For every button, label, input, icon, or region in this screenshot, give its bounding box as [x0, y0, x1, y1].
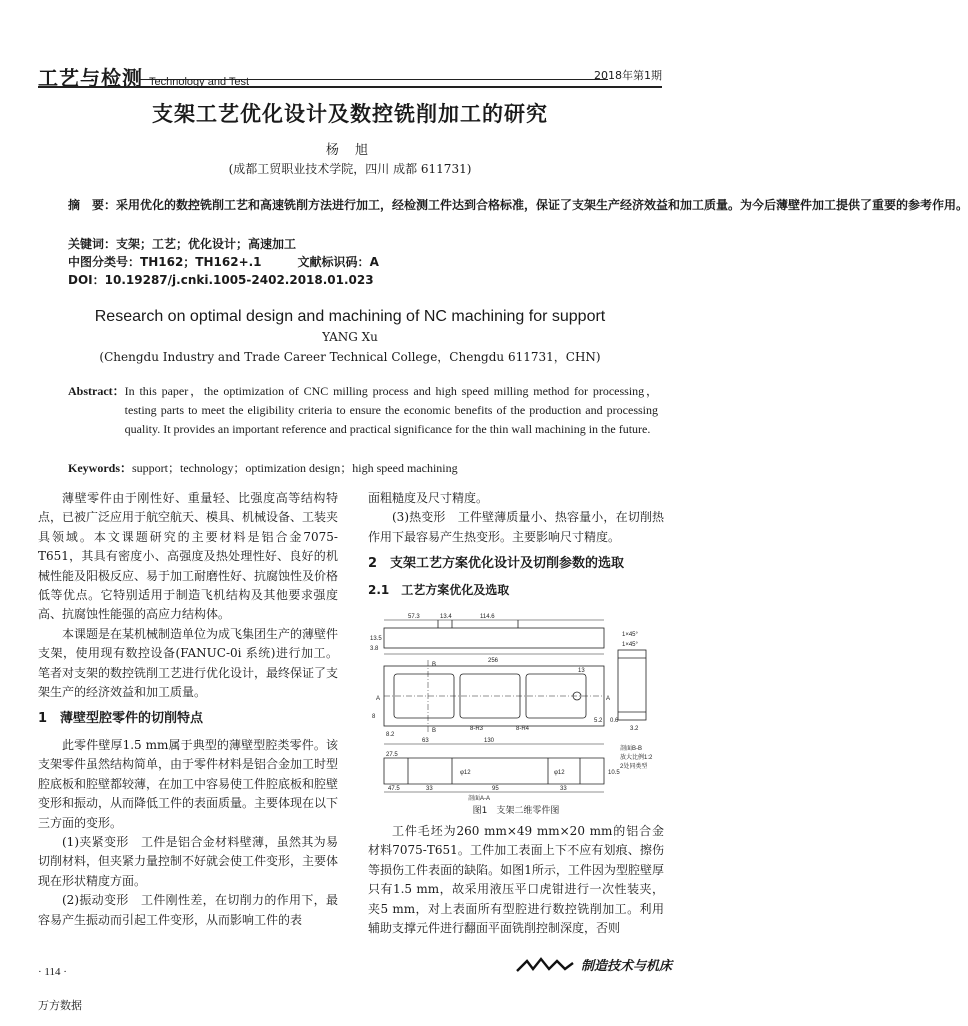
section-heading: 2 支架工艺方案优化设计及切削参数的选取 — [368, 556, 625, 572]
classification-line — [68, 253, 658, 272]
doc-code-value: A — [369, 255, 379, 269]
paragraph: (2)振动变形 工件刚性差，在切削力的作用下，最容易产生振动而引起工件变形，从而影响工件的表 — [38, 893, 338, 927]
paragraph: 薄壁零件由于刚性好、重量轻、比强度高等结构特点，已被广泛应用于航空航天、模具、机械设备、工装夹具领域。本文课题研究的主要材料是铝合金7075-T651，其具有密度小、高强度及热处理性好、良好的机械性能及阳极反应、易于加工耐磨性好、抗腐蚀性及价格低等优点。它特别适用于制造飞机结构及其他要求强度高、抗腐蚀性能强的高应力结构体。 — [38, 491, 339, 622]
journal-logo-icon — [515, 957, 575, 973]
classification-value: TH162；TH162+.1 — [140, 255, 262, 269]
section-mark: A — [606, 696, 611, 702]
body-right-column-top — [368, 489, 664, 604]
section-bb-outline — [618, 650, 646, 720]
dimension-label: 57.3 — [408, 614, 420, 620]
keywords-en-label: Keywords： — [68, 461, 132, 475]
journal-logo — [515, 955, 672, 974]
keywords-en — [68, 459, 658, 478]
author-cn: 杨 旭 — [325, 143, 375, 158]
section-label: 剖面B-B — [620, 746, 643, 752]
dimension-label: 95 — [492, 786, 499, 792]
keywords-cn-text: 支架；工艺；优化设计；高速加工 — [116, 237, 297, 251]
abstract-cn-label: 摘 要： — [68, 198, 117, 212]
dimension-label: 3.2 — [630, 726, 639, 732]
dimension-label: 13.5 — [370, 636, 382, 642]
paragraph: 此零件壁厚1.5 mm属于典型的薄壁型腔类零件。该支架零件虽然结构简单，由于零件材料是铝合金加工时型腔底板和腔壁都较薄，在加工中容易使工件腔底板和腔壁变形和振动，从而降低工件的表面质量。主要体现在以下三方面的变形。 — [38, 737, 339, 830]
dimension-label: 5.2 — [594, 718, 603, 724]
dimension-label: 13 — [578, 668, 585, 674]
doi-value: 10.19287/j.cnki.1005-2402.2018.01.023 — [104, 273, 374, 287]
subsection-heading: 2.1 工艺方案优化及选取 — [368, 582, 510, 597]
dimension-label: 8 — [372, 714, 376, 720]
dimension-label: 10.5 — [608, 770, 620, 776]
section-aa-outline — [384, 758, 604, 784]
abstract-cn-text: 采用优化的数控铣削工艺和高速铣削方法进行加工，经检测工件达到合格标准，保证了支架生产经济效益和加工质量。为今后薄壁件加工提供了重要的参考作用。 — [116, 198, 968, 212]
classification-label: 中图分类号： — [68, 255, 141, 269]
dimension-label: φ12 — [554, 770, 565, 776]
dimension-label: 130 — [484, 738, 495, 744]
dimension-label: 114.6 — [480, 614, 495, 620]
dimension-label: 27.5 — [386, 752, 398, 758]
paper-title-en: Research on optimal design and machining of NC machining for support — [94, 308, 606, 325]
header-divider — [38, 86, 662, 88]
body-left-column — [38, 489, 338, 930]
dimension-label: 47.5 — [388, 786, 400, 792]
dimension-label: 8-R4 — [516, 726, 530, 732]
dimension-label: φ12 — [460, 770, 471, 776]
dimension-label: 0.6 — [610, 718, 619, 724]
scale-label: 放大比例1:2 — [620, 755, 653, 761]
paragraph: 面粗糙度及尺寸精度。 — [368, 491, 489, 505]
doi-line — [68, 271, 658, 290]
body-right-column-bottom — [368, 822, 664, 938]
paragraph: (3)热变形 工件壁薄质量小、热容量小，在切削热作用下最容易产生热变形。主要影响尺寸精度。 — [368, 510, 664, 544]
section-label: 剖面A-A — [468, 796, 491, 802]
section-mark: A — [376, 696, 381, 702]
dimension-label: 1×45° — [622, 642, 638, 648]
issue-label: 2018年第1期 — [594, 69, 662, 82]
paragraph: 工件毛坯为260 mm×49 mm×20 mm的铝合金材料7075-T651。工件加工表面上下不应有划痕、擦伤等损伤工件表面的缺陷。如图1所示，工件因为型腔壁厚只有1.5 mm，故采用液压平口虎钳进行一次性装夹，夹5 mm，对上表面所有型腔进行数控铣削加工。利用辅助支撑元件进行翻面平面铣削控制深度，否则 — [368, 824, 664, 936]
figure-caption: 图1 支架二维零件图 — [472, 806, 560, 816]
dimension-label: 8-R3 — [470, 726, 484, 732]
count-label: 2处同类型 — [620, 764, 648, 770]
abstract-en-text: In this paper，the optimization of CNC milling process and high speed milling method for processing，testing parts to meet the eligibility criteria to ensure the economic benefits of the production and processing quality. It provides an important reference and practical significance for the thin wall machining in the future. — [124, 384, 658, 436]
paragraph: (1)夹紧变形 工件是铝合金材料壁薄，虽然其为易切削材料，但夹紧力量控制不好就会使工件变形，主要体现在形状精度方面。 — [38, 834, 339, 888]
section-brand: 工艺与检测 — [38, 66, 143, 90]
affiliation-cn: (成都工贸职业技术学院，四川 成都 611731) — [228, 162, 472, 176]
doc-code-label: 文献标识码： — [297, 255, 370, 269]
author-en: YANG Xu — [322, 330, 378, 344]
keywords-cn-label: 关键词： — [68, 237, 117, 251]
abstract-en-label: Abstract： — [68, 384, 125, 398]
keywords-cn — [68, 235, 658, 254]
section-brand-en: Technology and Test — [149, 76, 250, 88]
section-mark: B — [432, 728, 437, 734]
section-heading: 1 薄壁型腔零件的切削特点 — [38, 711, 204, 727]
section-mark: B — [432, 662, 437, 668]
keywords-en-text: support；technology；optimization design；high speed machining — [132, 461, 458, 475]
paragraph: 本课题是在某机械制造单位为成飞集团生产的薄壁件支架，使用现有数控设备(FANUC-0i 系统)进行加工。笔者对支架的数控铣削工艺进行优化设计，最终保证了支架生产的经济效益和加工质量。 — [38, 626, 339, 700]
dimension-label: 1×45° — [622, 632, 638, 638]
dimension-label: 256 — [488, 658, 499, 664]
dimension-label: 33 — [426, 786, 433, 792]
top-view-outline — [384, 628, 604, 648]
doi-label: DOI： — [68, 273, 105, 287]
source-watermark: 万方数据 — [38, 999, 82, 1012]
dimension-label: 8.2 — [386, 732, 395, 738]
abstract-cn — [68, 196, 968, 215]
figure-part-drawing — [368, 610, 664, 800]
dimension-label: 33 — [560, 786, 567, 792]
abstract-en — [68, 382, 658, 439]
dimension-label: 63 — [422, 738, 429, 744]
affiliation-en: (Chengdu Industry and Trade Career Technical College，Chengdu 611731，CHN) — [99, 350, 601, 364]
paper-title-cn: 支架工艺优化设计及数控铣削加工的研究 — [152, 102, 548, 126]
dimension-label: 13.4 — [440, 614, 452, 620]
header-rule — [140, 79, 608, 80]
page-number: · 114 · — [38, 966, 67, 978]
dimension-label: 3.8 — [370, 646, 379, 652]
journal-logo-text: 制造技术与机床 — [581, 959, 673, 974]
